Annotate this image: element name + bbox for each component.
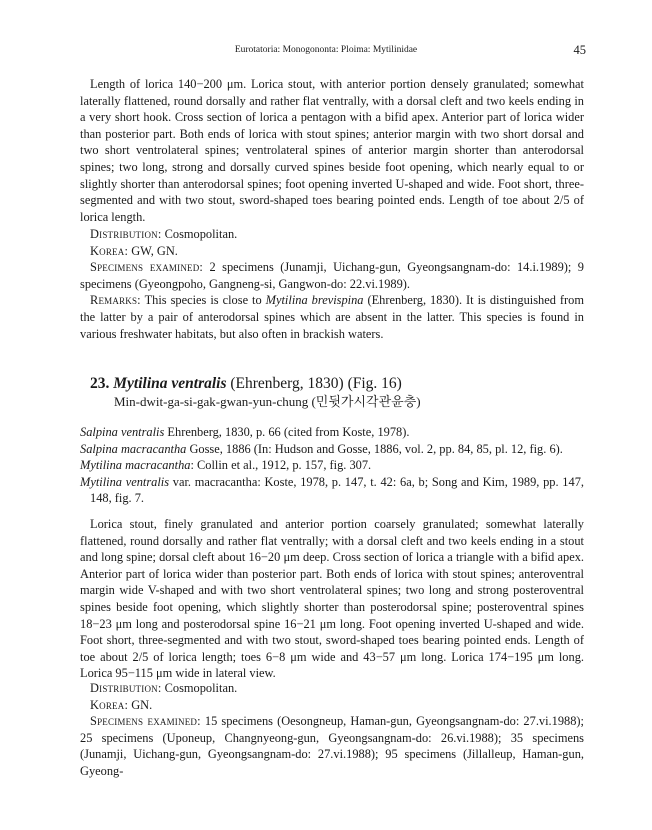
synonym-citation: Ehrenberg, 1830, p. 66 (cited from Koste, 1978). xyxy=(164,425,410,439)
distribution-line xyxy=(80,226,584,243)
specimens-value: 2 specimens (Junamji, Uichang-gun, Gyeongsangnam-do: 14.i.1989); 9 specimens (Gyeongpoho, Gangneng-si, Gangwon-do: 22.vi.1989). xyxy=(80,260,584,291)
species-authority: (Ehrenberg, 1830) (Fig. 16) xyxy=(226,375,402,392)
description-paragraph-2 xyxy=(80,516,584,682)
remarks-taxon: Mytilina brevispina xyxy=(265,293,364,308)
species-name: Mytilina ventralis xyxy=(113,375,227,392)
synonym-list xyxy=(80,424,584,507)
korea-line xyxy=(80,697,584,714)
species-number: 23. xyxy=(90,375,110,392)
synonym-taxon: Salpina ventralis xyxy=(80,425,165,439)
korea-line xyxy=(80,243,584,260)
synonym-taxon: Salpina macracantha xyxy=(80,441,187,456)
running-head-title: Eurotatoria: Monogononta: Ploima: Mytilinidae xyxy=(234,45,418,55)
species-korean-name: Min-dwit-ga-si-gak-gwan-yun-chung (민뒷가시각관윤충) xyxy=(114,394,421,409)
species-title xyxy=(90,374,590,393)
section-1-details xyxy=(80,226,584,342)
korea-label: Korea: xyxy=(90,697,129,712)
korea-label: Korea: xyxy=(90,243,129,258)
synonym-citation: : Collin et al., 1912, p. 157, fig. 307. xyxy=(190,458,372,473)
synonym-citation: var. macracantha: Koste, 1978, p. 147, t. 42: 6a, b; Song and Kim, 1989, pp. 147, 148, fig. 7. xyxy=(90,474,584,506)
specimens-line xyxy=(80,713,584,779)
distribution-label: Distribution: xyxy=(90,681,162,695)
remarks-post: (Ehrenberg, 1830). It is distinguished from the latter by a pair of anterodorsal spines which are absent in the latter. This species is found in various freshwater habitats, but also often in brackish waters. xyxy=(80,293,584,341)
distribution-line xyxy=(80,680,584,697)
section-2-details xyxy=(80,680,584,780)
korea-value: GN. xyxy=(131,697,153,712)
specimens-line xyxy=(80,259,584,292)
running-head xyxy=(0,43,652,59)
species-heading xyxy=(90,374,590,410)
synonym-citation: Gosse, 1886 (In: Hudson and Gosse, 1886, vol. 2, pp. 84, 85, pl. 12, fig. 6). xyxy=(186,441,563,456)
synonym-entry xyxy=(80,457,584,474)
specimens-label: Specimens examined: xyxy=(90,714,201,729)
synonym-taxon: Mytilina ventralis xyxy=(80,474,170,489)
description-paragraph-1 xyxy=(80,76,584,225)
description-text: Lorica stout, finely granulated and anterior portion coarsely granulated; somewhat laterally flattened, round dorsally and rather flat ventrally; with a dorsal cleft and two keels ending in a stout and long spine; dorsal cleft about 16−20 μm deep. Cross section of lorica a triangle with a bifid apex. Anterior part of lorica wider than posterior part. Both ends of lorica with stout spines; anteroventral margin wide V-shaped and with two short ventrolateral spines; two long and strong posteroventral spines beside foot opening, which slightly shorter than posterodorsal spine; posteroventral spines 18−23 μm long and posterodorsal spine 16−21 μm long. Foot opening inverted U-shaped and wide. Foot short, three-segmented and with two stout, sword-shaped toes bearing pointed ends. Length of toe about 2/5 of lorica length; toes 6−8 μm wide and 43−57 μm long. Lorica 174−195 μm long. Lorica 95−115 μm wide in lateral view. xyxy=(80,517,584,681)
description-text: Length of lorica 140−200 μm. Lorica stout, with anterior portion densely granulated; somewhat laterally flattened, round dorsally and rather flat ventrally, with a dorsal cleft and two keels ending in a very short hook. Cross section of lorica a pentagon with a bifid apex. Anterior part of lorica wider than posterior part. Both ends of lorica with stout spines; anterior margin with two short dorsal and two short ventrolateral spines; ventrolateral spines of anterior margin shorter than anterodorsal spines; two long, strong and dorsally curved spines beside foot opening, which nearly equal to or slightly shorter than anterodorsal spines; foot opening inverted U-shaped and wide. Foot short, three-segmented and with two stout, sword-shaped toes bearing pointed ends. Length of toe about 2/5 of lorica length. xyxy=(80,77,584,224)
specimens-value: 15 specimens (Oesongneup, Haman-gun, Gyeongsangnam-do: 27.vi.1988); 25 specimens (Uponeup, Changnyeong-gun, Gyeongsangnam-do: 26.vi.1988); 35 specimens (Junamji, Uichang-gun, Gyeongsangnam-do: 27.vi.1988); 95 specimens (Jillalleup, Haman-gun, Gyeong- xyxy=(80,714,584,778)
page-number: 45 xyxy=(573,43,586,57)
synonym-taxon: Mytilina macracantha xyxy=(80,458,191,473)
synonym-entry xyxy=(80,441,584,458)
remarks-pre: This species is close to xyxy=(144,293,266,308)
remarks-line xyxy=(80,292,584,342)
remarks-label: Remarks: xyxy=(90,293,141,308)
distribution-value: Cosmopolitan. xyxy=(164,227,238,241)
korea-value: GW, GN. xyxy=(131,243,178,258)
synonym-entry xyxy=(80,424,584,441)
synonym-entry xyxy=(80,474,584,507)
distribution-value: Cosmopolitan. xyxy=(164,681,238,695)
specimens-label: Specimens examined: xyxy=(90,260,204,275)
distribution-label: Distribution: xyxy=(90,227,162,241)
